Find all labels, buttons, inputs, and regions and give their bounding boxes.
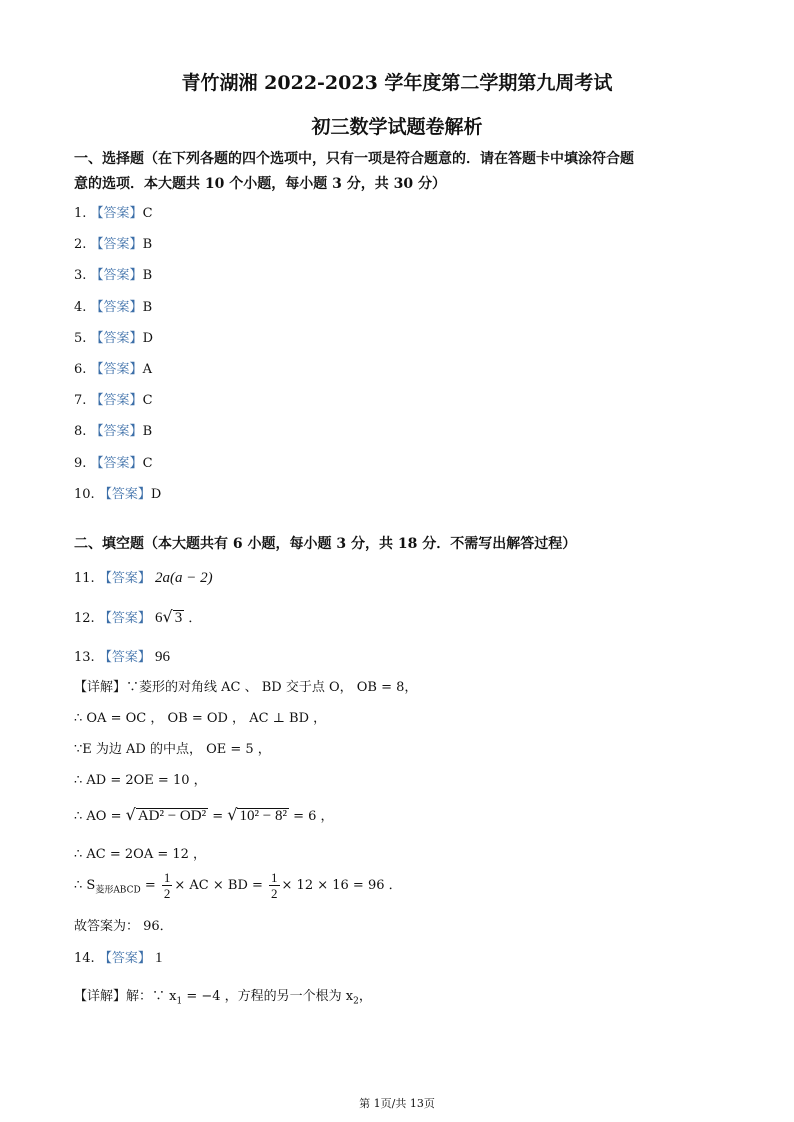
detail-line-1: 【详解】∵菱形的对角线 AC 、 BD 交于点 O， OB = 8， bbox=[74, 680, 418, 695]
answer-value: B bbox=[142, 424, 153, 440]
answer-tag: 【答案】 bbox=[90, 393, 143, 409]
page-number: 第 1页/共 13页 bbox=[359, 1097, 435, 1110]
question-number: 8. bbox=[74, 424, 87, 440]
answer-tag: 【答案】 bbox=[90, 268, 143, 284]
sqrt-sign-icon: √ bbox=[162, 607, 173, 626]
answer-value: C bbox=[142, 455, 153, 471]
answer-row-14 bbox=[74, 947, 162, 967]
answer-row-8 bbox=[74, 420, 152, 439]
page-subtitle: 初三数学试题卷解析 bbox=[311, 116, 483, 138]
answer-value: 96 bbox=[154, 649, 170, 665]
answer-tag: 【答案】 bbox=[90, 455, 143, 471]
detail-tag: 【详解】 bbox=[74, 989, 127, 1004]
detail-line-14: 【详解】解：∵ $x_1 = -4$ ，方程的另一个根为 $x_2$， bbox=[74, 989, 372, 1007]
answer-value: 1 bbox=[154, 950, 163, 966]
question-number: 5. bbox=[74, 330, 87, 346]
answer-value: 2a(a − 2) bbox=[154, 570, 213, 586]
detail-line-5: ∴ AO = √ AD² − OD² = √ 10² − 8² = 6 ， bbox=[74, 805, 334, 824]
sqrt-sign-icon: √ bbox=[125, 805, 136, 824]
answer-value: A bbox=[142, 362, 152, 377]
question-number: 1. bbox=[74, 206, 87, 221]
detail-tag: 【详解】 bbox=[74, 680, 127, 695]
detail-line-7: ∴ $S_{菱形ABCD}$ = $\frac{1}{2}$ × AC × BD = $\frac{1}{2}$ × 12 × 16 = 96 ． bbox=[74, 870, 402, 901]
detail-line-2: ∴ OA = OC ， OB = OD ， AC ⊥ BD ， bbox=[74, 711, 327, 726]
answer-coef: 6 bbox=[154, 610, 163, 626]
answer-value: B bbox=[142, 237, 153, 253]
question-number: 9. bbox=[74, 455, 87, 471]
answer-tag: 【答案】 bbox=[98, 611, 151, 626]
answer-tail: ． bbox=[188, 611, 202, 626]
answer-value: B bbox=[142, 299, 153, 315]
answer-value: D bbox=[150, 486, 162, 502]
answer-tag: 【答案】 bbox=[90, 362, 143, 377]
answer-row-11 bbox=[74, 567, 213, 587]
section2-heading: 二、填空题（本大题共有 6 小题，每小题 3 分，共 18 分．不需写出解答过程） bbox=[74, 536, 577, 552]
section1-heading-line1: 一、选择题（在下列各题的四个选项中，只有一项是符合题意的．请在答题卡中填涂符合题 bbox=[74, 151, 634, 167]
detail-line-6: ∴ AC = 2OA = 12 ， bbox=[74, 847, 207, 862]
question-number: 11. bbox=[74, 571, 95, 586]
answer-value: D bbox=[142, 330, 153, 346]
answer-radicand: 3 bbox=[174, 610, 183, 626]
answer-row-9 bbox=[74, 452, 153, 471]
answer-tag: 【答案】 bbox=[90, 206, 143, 221]
section1-heading-line2: 意的选项．本大题共 10 个小题，每小题 3 分，共 30 分） bbox=[74, 176, 446, 192]
answer-row-3 bbox=[74, 264, 152, 283]
fraction-half: $\frac{1}{2}$ bbox=[163, 870, 171, 901]
answer-value: B bbox=[142, 268, 153, 284]
conclusion-line: 故答案为： 96． bbox=[74, 919, 173, 934]
answer-tag: 【答案】 bbox=[98, 486, 151, 502]
detail-line-4: ∴ AD = 2OE = 10 ， bbox=[74, 773, 207, 788]
page-title: 青竹湖湘 2022-2023 学年度第二学期第九周考试 bbox=[181, 72, 613, 94]
answer-tag: 【答案】 bbox=[98, 571, 151, 586]
sqrt-sign-icon: √ bbox=[227, 805, 238, 824]
answer-row-13 bbox=[74, 646, 170, 666]
question-number: 6. bbox=[74, 362, 87, 377]
answer-row-1 bbox=[74, 202, 153, 221]
question-number: 14. bbox=[74, 951, 95, 966]
answer-tag: 【答案】 bbox=[98, 951, 151, 966]
answer-value: C bbox=[142, 206, 153, 221]
answer-tag: 【答案】 bbox=[90, 299, 143, 315]
answer-tag: 【答案】 bbox=[90, 330, 143, 346]
answer-row-4 bbox=[74, 296, 152, 315]
question-number: 7. bbox=[74, 393, 87, 409]
question-number: 10. bbox=[74, 486, 95, 502]
answer-row-6 bbox=[74, 358, 152, 377]
answer-row-5 bbox=[74, 327, 153, 346]
question-number: 3. bbox=[74, 268, 87, 284]
answer-tag: 【答案】 bbox=[90, 424, 143, 440]
fraction-half: $\frac{1}{2}$ bbox=[271, 870, 278, 901]
answer-row-10 bbox=[74, 483, 161, 502]
answer-row-2 bbox=[74, 233, 152, 252]
question-number: 2. bbox=[74, 237, 87, 253]
answer-row-12 bbox=[74, 607, 201, 627]
question-number: 12. bbox=[74, 611, 95, 626]
answer-tag: 【答案】 bbox=[90, 237, 143, 253]
detail-line-3: ∵E 为边 AD 的中点， OE = 5 ， bbox=[74, 742, 271, 757]
question-number: 4. bbox=[74, 299, 87, 315]
question-number: 13. bbox=[74, 650, 95, 665]
answer-tag: 【答案】 bbox=[98, 650, 151, 665]
answer-row-7 bbox=[74, 389, 153, 408]
answer-value: C bbox=[142, 393, 153, 409]
